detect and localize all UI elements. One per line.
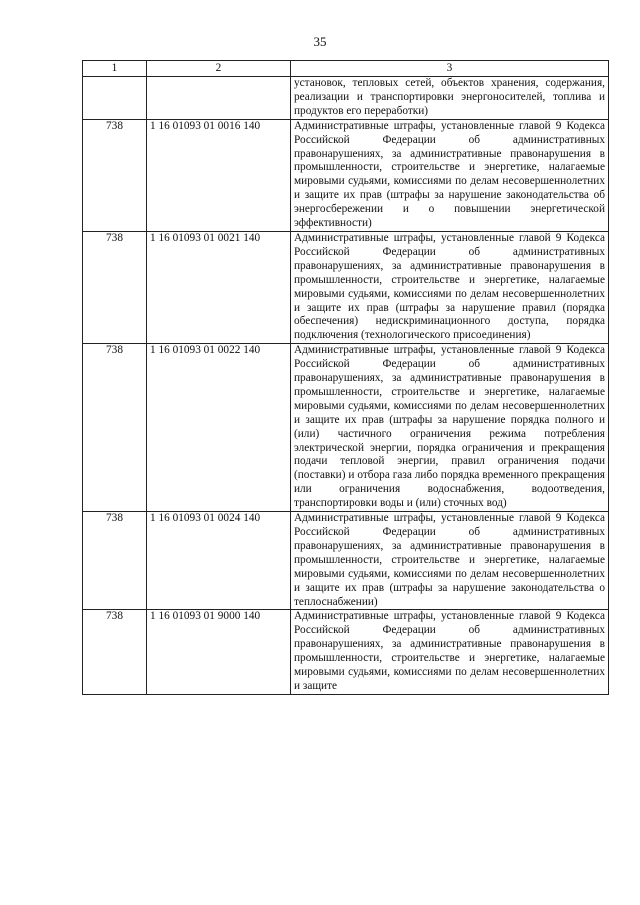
table-row (83, 344, 609, 512)
description-cell: Административные штрафы, установленные главой 9 Кодекса Российской Федерации об административных правонарушениях, за административные правонарушения в промышленности, строительстве и энергетике, налагаемые мировыми судьями, комиссиями по делам несовершеннолетних и защите их прав (штрафы за нарушение правил (порядка обеспечения) недискриминационного доступа, порядка подключения (технологического присоединения) (291, 231, 609, 343)
admin-code-cell: 738 (83, 119, 147, 231)
column-header-2: 2 (147, 61, 291, 77)
budget-code-cell: 1 16 01093 01 0022 140 (147, 344, 291, 512)
table-row (83, 610, 609, 694)
budget-code-cell: 1 16 01093 01 0021 140 (147, 231, 291, 343)
budget-code-cell: 1 16 01093 01 0024 140 (147, 512, 291, 610)
table-row (83, 231, 609, 343)
description-cell: Административные штрафы, установленные главой 9 Кодекса Российской Федерации об административных правонарушениях, за административные правонарушения в промышленности, строительстве и энергетике, налагаемые мировыми судьями, комиссиями по делам несовершеннолетних и защите (291, 610, 609, 694)
admin-code-cell: 738 (83, 610, 147, 694)
table-row (83, 119, 609, 231)
description-cell: установок, тепловых сетей, объектов хранения, содержания, реализации и транспортировки энергоносителей, топлива и продуктов его переработки) (291, 77, 609, 120)
admin-code-cell: 738 (83, 231, 147, 343)
admin-code-cell: 738 (83, 512, 147, 610)
admin-code-cell (83, 77, 147, 120)
budget-code-cell: 1 16 01093 01 9000 140 (147, 610, 291, 694)
description-cell: Административные штрафы, установленные главой 9 Кодекса Российской Федерации об административных правонарушениях, за административные правонарушения в промышленности, строительстве и энергетике, налагаемые мировыми судьями, комиссиями по делам несовершеннолетних и защите их прав (штрафы за нарушение законодательства о теплоснабжении) (291, 512, 609, 610)
budget-code-cell: 1 16 01093 01 0016 140 (147, 119, 291, 231)
page-number: 35 (313, 34, 327, 49)
description-cell: Административные штрафы, установленные главой 9 Кодекса Российской Федерации об административных правонарушениях, за административные правонарушения в промышленности, строительстве и энергетике, налагаемые мировыми судьями, комиссиями по делам несовершеннолетних и защите их прав (штрафы за нарушение порядка полного и (или) частичного ограничения режима потребления электрической энергии, порядка ограничения и прекращения подачи тепловой энергии, правил ограничения подачи (поставки) и отбора газа либо порядка временного прекращения или ограничения водоснабжения, водоотведения, транспортировки воды и (или) сточных вод) (291, 344, 609, 512)
table-row (83, 512, 609, 610)
column-header-3: 3 (291, 61, 609, 77)
column-header-1: 1 (83, 61, 147, 77)
table-row (83, 77, 609, 120)
table-header-row (83, 61, 609, 77)
description-cell: Административные штрафы, установленные главой 9 Кодекса Российской Федерации об административных правонарушениях, за административные правонарушения в промышленности, строительстве и энергетике, налагаемые мировыми судьями, комиссиями по делам несовершеннолетних и защите их прав (штрафы за нарушение законодательства об энергосбережении и о повышении энергетической эффективности) (291, 119, 609, 231)
budget-code-table (82, 60, 609, 695)
budget-code-cell (147, 77, 291, 120)
admin-code-cell: 738 (83, 344, 147, 512)
